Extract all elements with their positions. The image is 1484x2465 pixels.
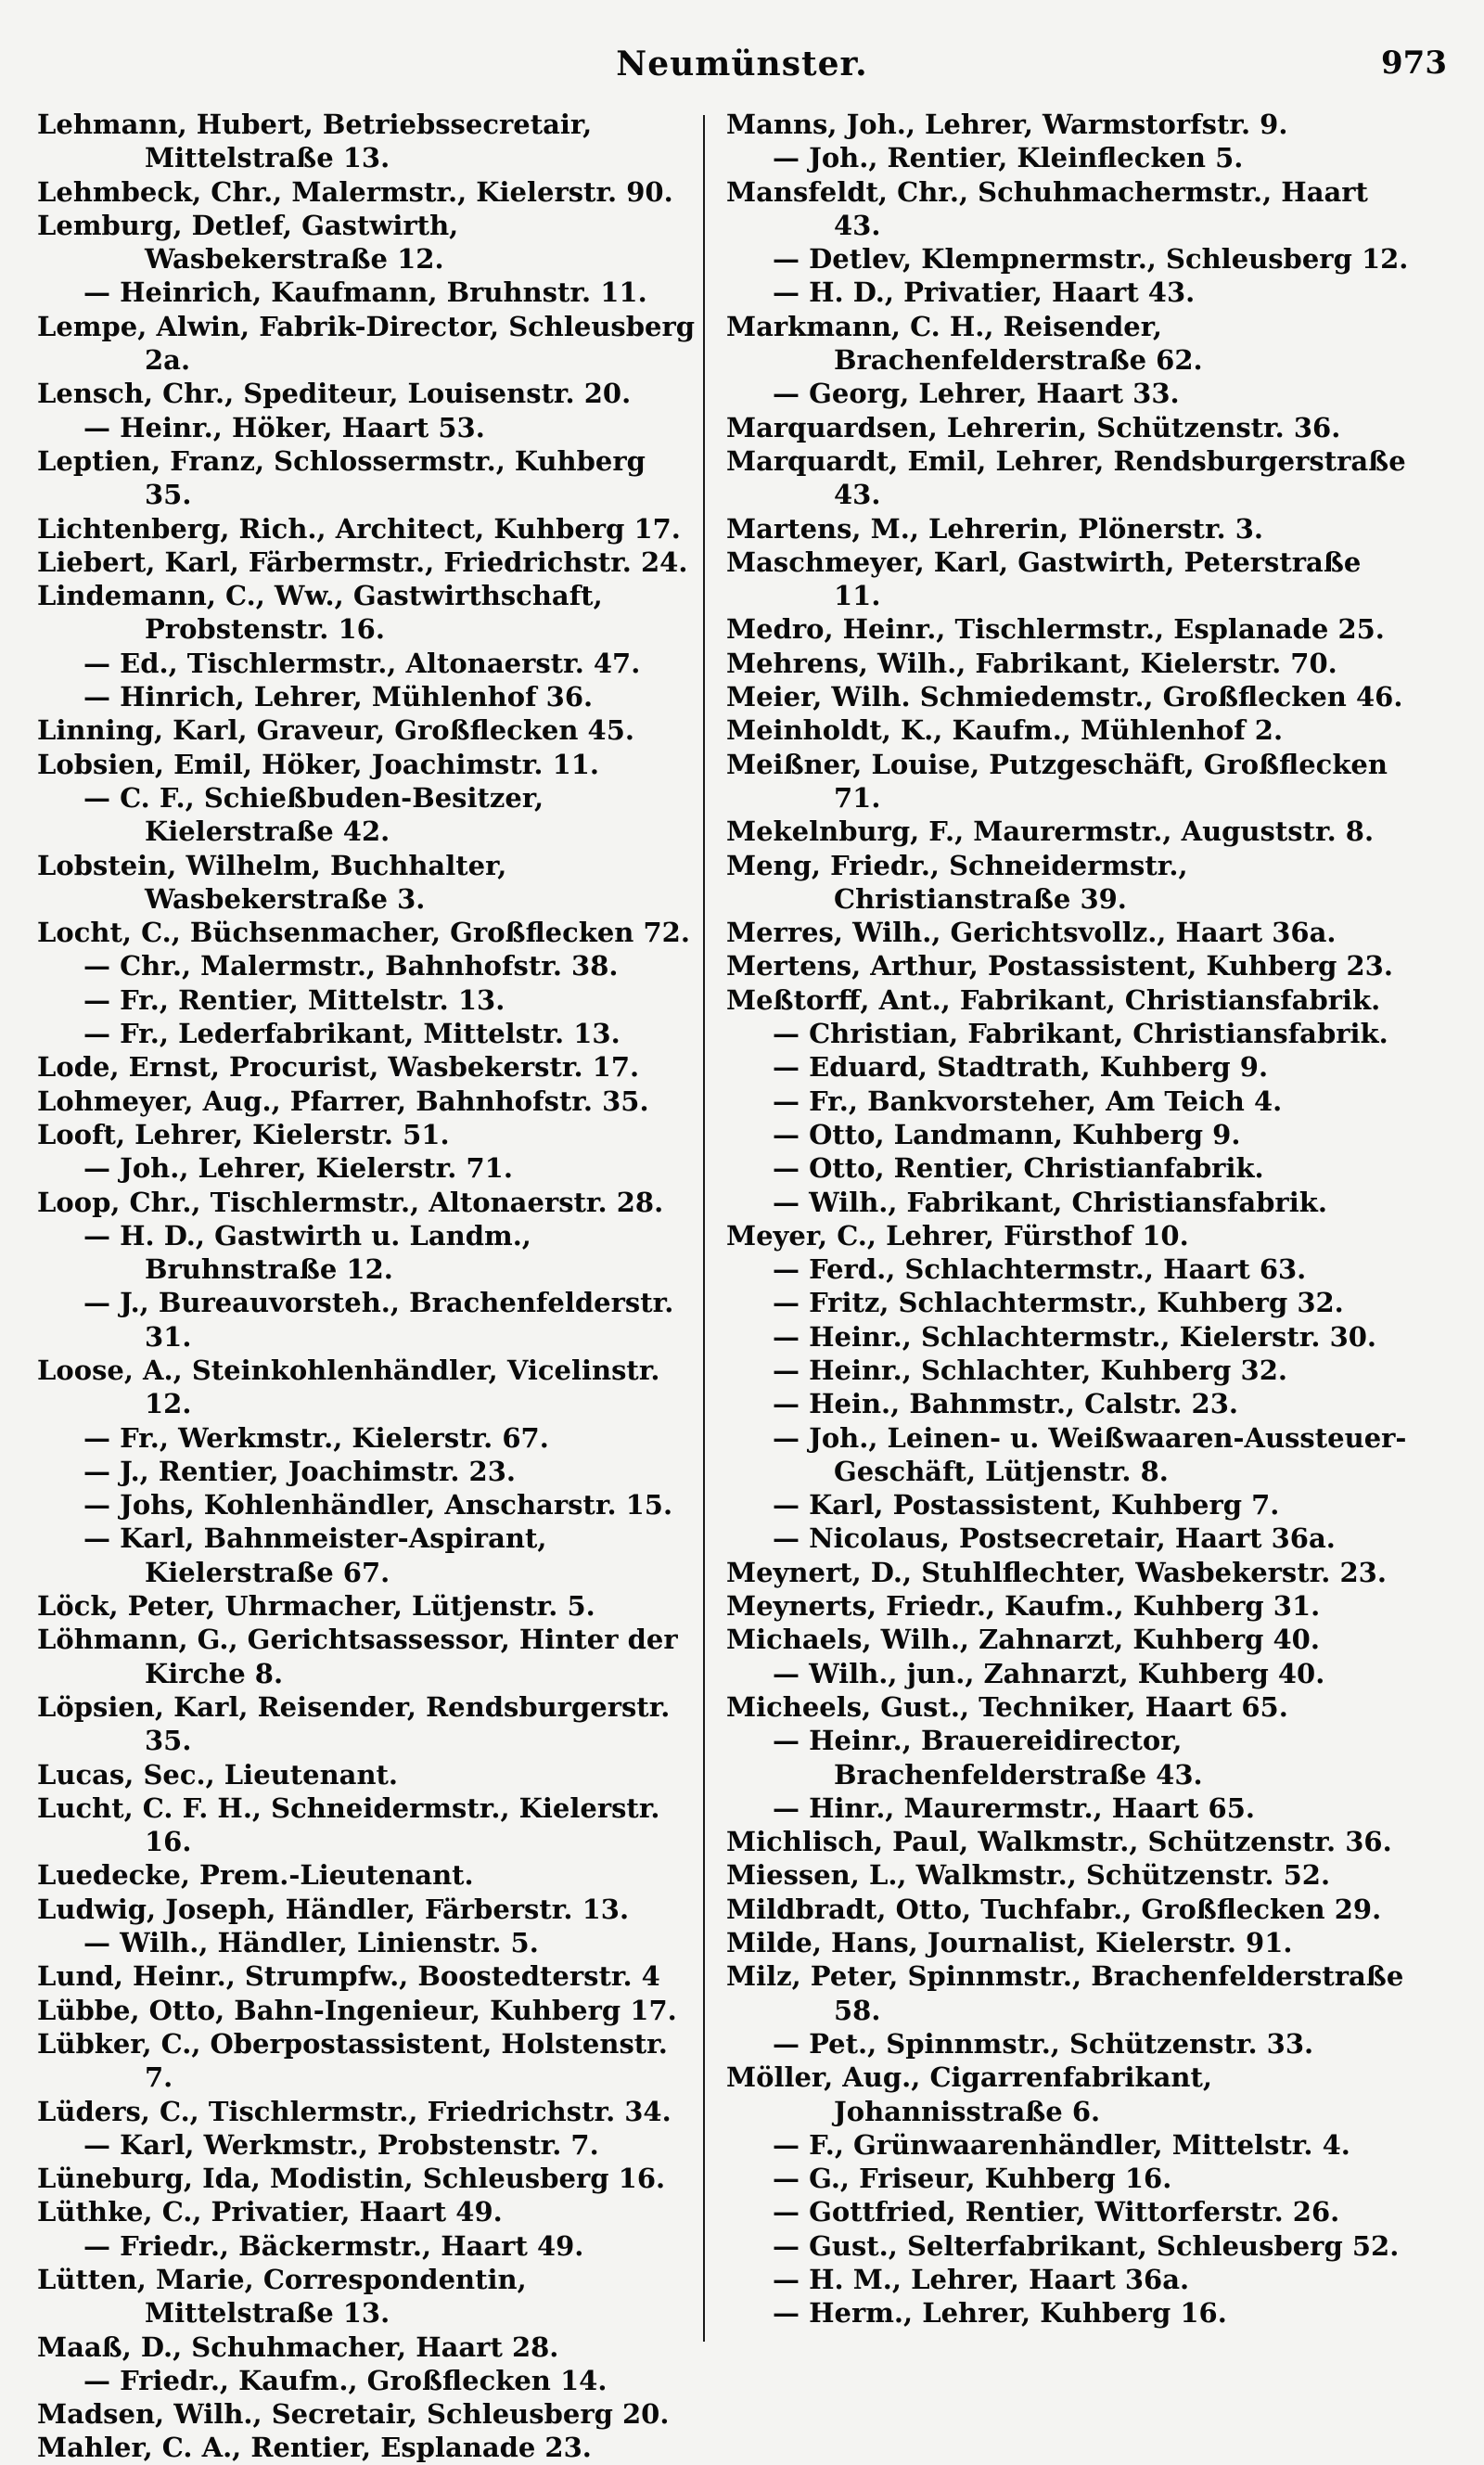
directory-entry: Lode, Ernst, Procurist, Wasbekerstr. 17.: [37, 1051, 640, 1084]
directory-subentry: — Wilh., jun., Zahnarzt, Kuhberg 40.: [773, 1657, 1325, 1689]
directory-entry: Lobsien, Emil, Höker, Joachimstr. 11.: [37, 748, 600, 780]
directory-entry: Micheels, Gust., Techniker, Haart 65.: [726, 1690, 1288, 1723]
directory-entry: Lucht, C. F. H., Schneidermstr., Kielerstr. 16.: [37, 1791, 660, 1858]
directory-entry: Linning, Karl, Graveur, Großflecken 45.: [37, 714, 635, 747]
column-divider: [703, 115, 705, 2342]
directory-entry: Mahler, C. A., Rentier, Esplanade 23.: [37, 2432, 592, 2464]
directory-entry: Miessen, L., Walkmstr., Schützenstr. 52.: [726, 1859, 1331, 1892]
directory-entry: Meynerts, Friedr., Kaufm., Kuhberg 31.: [726, 1590, 1321, 1623]
directory-entry: Möller, Aug., Cigarrenfabrikant, Johannisstraße 6.: [726, 2061, 1212, 2127]
directory-entry: Mehrens, Wilh., Fabrikant, Kielerstr. 70.: [726, 647, 1337, 679]
directory-entry: Lensch, Chr., Spediteur, Louisenstr. 20.: [37, 378, 632, 410]
directory-entry: Lobstein, Wilhelm, Buchhalter, Wasbekerstraße 3.: [37, 849, 507, 915]
directory-subentry: — Heinr., Brauereidirector, Brachenfelderstraße 43.: [773, 1725, 1203, 1791]
directory-entry: Leptien, Franz, Schlossermstr., Kuhberg 35.: [37, 444, 646, 511]
directory-subentry: — Chr., Malermstr., Bahnhofstr. 38.: [83, 950, 619, 982]
directory-entry: Lübbe, Otto, Bahn-Ingenieur, Kuhberg 17.: [37, 1994, 677, 2026]
directory-subentry: — Friedr., Kaufm., Großflecken 14.: [83, 2364, 608, 2396]
directory-entry: Maschmeyer, Karl, Gastwirth, Peterstraße 11.: [726, 546, 1362, 612]
directory-entry: Milz, Peter, Spinnmstr., Brachenfelderstraße 58.: [726, 1960, 1404, 2026]
directory-entry: Merres, Wilh., Gerichtsvollz., Haart 36a.: [726, 917, 1337, 949]
directory-entry: Maaß, D., Schuhmacher, Haart 28.: [37, 2330, 559, 2363]
directory-subentry: — J., Bureauvorsteh., Brachenfelderstr. 31.: [83, 1287, 674, 1353]
directory-subentry: — Christian, Fabrikant, Christiansfabrik.: [773, 1018, 1388, 1050]
directory-entry: Meier, Wilh. Schmiedemstr., Großflecken 46.: [726, 681, 1403, 713]
directory-subentry: — Fr., Lederfabrikant, Mittelstr. 13.: [83, 1018, 620, 1050]
directory-entry: Markmann, C. H., Reisender, Brachenfelderstraße 62.: [726, 310, 1203, 377]
directory-subentry: — Joh., Leinen- u. Weißwaaren-Aussteuer-Geschäft, Lütjenstr. 8.: [773, 1421, 1407, 1487]
directory-subentry: — Heinr., Schlachter, Kuhberg 32.: [773, 1354, 1287, 1386]
left-column: [37, 108, 700, 2465]
directory-entry: Mildbradt, Otto, Tuchfabr., Großflecken 29.: [726, 1893, 1382, 1925]
directory-entry: Lüthke, C., Privatier, Haart 49.: [37, 2196, 503, 2228]
page-number: 973: [1381, 45, 1447, 82]
directory-entry: Lüneburg, Ida, Modistin, Schleusberg 16.: [37, 2163, 666, 2195]
directory-subentry: — Johs, Kohlenhändler, Anscharstr. 15.: [83, 1489, 673, 1521]
directory-subentry: — Detlev, Klempnermstr., Schleusberg 12.: [773, 243, 1409, 276]
directory-entry: Lehmbeck, Chr., Malermstr., Kielerstr. 90.: [37, 175, 673, 208]
directory-entry: Milde, Hans, Journalist, Kielerstr. 91.: [726, 1927, 1293, 1959]
directory-entry: Loop, Chr., Tischlermstr., Altonaerstr. 28.: [37, 1186, 664, 1218]
directory-subentry: — Gust., Selterfabrikant, Schleusberg 52.: [773, 2229, 1400, 2262]
directory-subentry: — Heinrich, Kaufmann, Bruhnstr. 11.: [83, 276, 647, 309]
page-header: [37, 45, 1447, 91]
directory-entry: Martens, M., Lehrerin, Plönerstr. 3.: [726, 512, 1264, 545]
directory-entry: Mertens, Arthur, Postassistent, Kuhberg 23.: [726, 950, 1393, 982]
directory-subentry: — H. D., Gastwirth u. Landm., Bruhnstraße 12.: [83, 1219, 531, 1286]
directory-entry: Loose, A., Steinkohlenhändler, Vicelinstr. 12.: [37, 1354, 660, 1420]
directory-entry: Liebert, Karl, Färbermstr., Friedrichstr. 24.: [37, 546, 688, 578]
directory-subentry: — Otto, Rentier, Christianfabrik.: [773, 1152, 1264, 1185]
directory-entry: Madsen, Wilh., Secretair, Schleusberg 20.: [37, 2398, 670, 2431]
directory-entry: Meng, Friedr., Schneidermstr., Christianstraße 39.: [726, 849, 1188, 915]
directory-entry: Lichtenberg, Rich., Architect, Kuhberg 17.: [37, 512, 681, 545]
directory-entry: Manns, Joh., Lehrer, Warmstorfstr. 9.: [726, 109, 1288, 140]
directory-subentry: — Fr., Bankvorsteher, Am Teich 4.: [773, 1085, 1283, 1117]
directory-subentry: — Wilh., Fabrikant, Christiansfabrik.: [773, 1186, 1327, 1218]
directory-subentry: — Karl, Werkmstr., Probstenstr. 7.: [83, 2128, 599, 2161]
directory-subentry: — F., Grünwaarenhändler, Mittelstr. 4.: [773, 2128, 1350, 2161]
directory-subentry: — H. D., Privatier, Haart 43.: [773, 276, 1196, 309]
directory-entry: Michlisch, Paul, Walkmstr., Schützenstr. 36.: [726, 1826, 1392, 1858]
directory-entry: Lund, Heinr., Strumpfw., Boostedterstr. 4: [37, 1960, 660, 1993]
directory-subentry: — Wilh., Händler, Linienstr. 5.: [83, 1927, 539, 1959]
directory-entry: Meynert, D., Stuhlflechter, Wasbekerstr. 23.: [726, 1556, 1387, 1588]
directory-subentry: — Gottfried, Rentier, Wittorferstr. 26.: [773, 2196, 1340, 2228]
directory-subentry: — H. M., Lehrer, Haart 36a.: [773, 2264, 1190, 2295]
directory-subentry: — Hein., Bahnmstr., Calstr. 23.: [773, 1388, 1238, 1420]
directory-entry: Löhmann, G., Gerichtsassessor, Hinter der Kirche 8.: [37, 1624, 678, 1689]
directory-subentry: — Karl, Bahnmeister-Aspirant, Kielerstraße 67.: [83, 1522, 547, 1588]
directory-subentry: — Fr., Rentier, Mittelstr. 13.: [83, 983, 505, 1016]
directory-entry: Lütten, Marie, Correspondentin, Mittelstraße 13.: [37, 2264, 527, 2330]
directory-entry: Lemburg, Detlef, Gastwirth, Wasbekerstraße 12.: [37, 209, 459, 276]
directory-entry: Michaels, Wilh., Zahnarzt, Kuhberg 40.: [726, 1624, 1320, 1656]
directory-subentry: — C. F., Schießbuden-Besitzer, Kielerstraße 42.: [83, 781, 544, 848]
directory-subentry: — Heinr., Schlachtermstr., Kielerstr. 30.: [773, 1320, 1377, 1353]
directory-entry: Lüders, C., Tischlermstr., Friedrichstr. 34.: [37, 2095, 672, 2127]
right-column: [726, 108, 1413, 2330]
directory-entry: Mekelnburg, F., Maurermstr., Auguststr. 8.: [726, 815, 1375, 848]
directory-subentry: — Ed., Tischlermstr., Altonaerstr. 47.: [83, 647, 641, 679]
directory-entry: Lucas, Sec., Lieutenant.: [37, 1758, 399, 1791]
directory-subentry: — Joh., Lehrer, Kielerstr. 71.: [83, 1152, 513, 1185]
directory-entry: Meinholdt, K., Kaufm., Mühlenhof 2.: [726, 714, 1284, 747]
directory-subentry: — Joh., Rentier, Kleinflecken 5.: [773, 142, 1244, 174]
directory-subentry: — Fritz, Schlachtermstr., Kuhberg 32.: [773, 1287, 1344, 1319]
directory-entry: Lohmeyer, Aug., Pfarrer, Bahnhofstr. 35.: [37, 1085, 649, 1117]
directory-entry: Lehmann, Hubert, Betriebssecretair, Mittelstraße 13.: [37, 109, 593, 174]
directory-subentry: — Herm., Lehrer, Kuhberg 16.: [773, 2297, 1227, 2330]
directory-entry: Locht, C., Büchsenmacher, Großflecken 72.: [37, 917, 690, 949]
directory-entry: Meyer, C., Lehrer, Fürsthof 10.: [726, 1219, 1189, 1252]
directory-subentry: — Otto, Landmann, Kuhberg 9.: [773, 1118, 1241, 1150]
directory-entry: Lempe, Alwin, Fabrik-Director, Schleusberg 2a.: [37, 310, 696, 377]
directory-subentry: — Ferd., Schlachtermstr., Haart 63.: [773, 1253, 1307, 1286]
page-title: Neumünster.: [616, 45, 868, 83]
directory-subentry: — G., Friseur, Kuhberg 16.: [773, 2163, 1172, 2195]
directory-entry: Marquardsen, Lehrerin, Schützenstr. 36.: [726, 411, 1341, 443]
directory-entry: Löpsien, Karl, Reisender, Rendsburgerstr. 35.: [37, 1690, 671, 1757]
directory-subentry: — Nicolaus, Postsecretair, Haart 36a.: [773, 1522, 1336, 1555]
directory-entry: Löck, Peter, Uhrmacher, Lütjenstr. 5.: [37, 1590, 595, 1623]
directory-subentry: — Friedr., Bäckermstr., Haart 49.: [83, 2229, 584, 2262]
directory-subentry: — Pet., Spinnmstr., Schützenstr. 33.: [773, 2027, 1314, 2060]
directory-subentry: — Karl, Postassistent, Kuhberg 7.: [773, 1489, 1280, 1521]
directory-entry: Medro, Heinr., Tischlermstr., Esplanade 25.: [726, 613, 1385, 646]
directory-entry: Lindemann, C., Ww., Gastwirthschaft, Probstenstr. 16.: [37, 580, 603, 646]
directory-entry: Ludwig, Joseph, Händler, Färberstr. 13.: [37, 1893, 630, 1925]
directory-subentry: — Heinr., Höker, Haart 53.: [83, 411, 485, 443]
directory-entry: Meßtorff, Ant., Fabrikant, Christiansfabrik.: [726, 983, 1381, 1016]
directory-entry: Meißner, Louise, Putzgeschäft, Großflecken 71.: [726, 748, 1388, 814]
directory-entry: Luedecke, Prem.-Lieutenant.: [37, 1859, 474, 1892]
directory-subentry: — J., Rentier, Joachimstr. 23.: [83, 1455, 516, 1487]
directory-subentry: — Hinr., Maurermstr., Haart 65.: [773, 1791, 1256, 1824]
directory-entry: Lübker, C., Oberpostassistent, Holstenstr. 7.: [37, 2027, 668, 2094]
directory-entry: Mansfeldt, Chr., Schuhmachermstr., Haart 43.: [726, 175, 1368, 241]
directory-entry: Marquardt, Emil, Lehrer, Rendsburgerstraße 43.: [726, 444, 1406, 511]
directory-entry: Looft, Lehrer, Kielerstr. 51.: [37, 1118, 450, 1150]
directory-subentry: — Hinrich, Lehrer, Mühlenhof 36.: [83, 681, 594, 713]
directory-subentry: — Fr., Werkmstr., Kielerstr. 67.: [83, 1421, 549, 1454]
directory-subentry: — Eduard, Stadtrath, Kuhberg 9.: [773, 1051, 1269, 1084]
directory-subentry: — Georg, Lehrer, Haart 33.: [773, 378, 1180, 410]
